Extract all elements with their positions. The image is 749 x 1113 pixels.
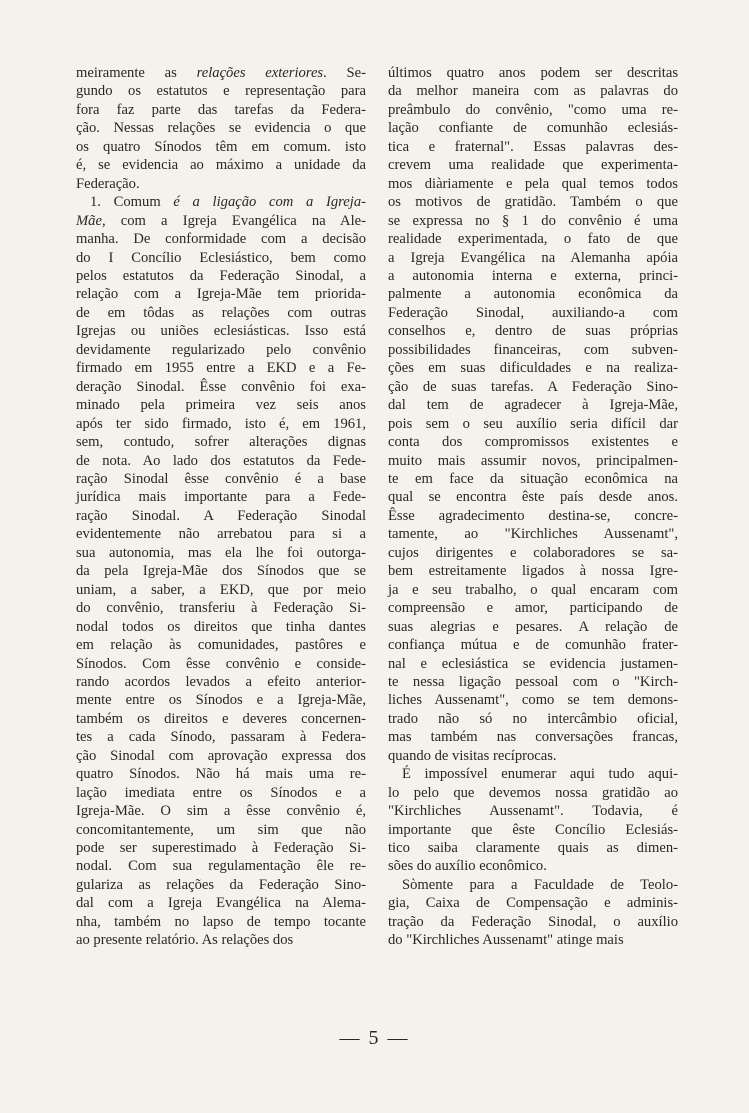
text-run: do "Kirchliches Aussenamt" atinge mais xyxy=(388,932,624,949)
text-run: concomitantemente, um sim que não xyxy=(76,821,366,838)
text-line xyxy=(76,931,366,949)
text-line xyxy=(76,507,366,525)
text-run: ções em suas dificuldades e na realiza- xyxy=(388,360,678,377)
text-line xyxy=(388,64,678,82)
text-line xyxy=(76,119,366,137)
text-run: relação com a Igreja-Mãe tem priorida- xyxy=(76,286,366,303)
paragraph xyxy=(76,64,366,193)
text-line xyxy=(388,193,678,211)
text-run: Federação. xyxy=(76,175,140,192)
text-line xyxy=(76,562,366,580)
text-run: Sínodos. Com êsse convênio e conside- xyxy=(76,655,366,672)
text-line xyxy=(388,562,678,580)
text-run: após ter sido firmado, isto é, em 1961, xyxy=(76,415,366,432)
text-line xyxy=(76,821,366,839)
text-line xyxy=(76,802,366,820)
text-run: meiramente as xyxy=(76,65,197,81)
text-run: dal tem de agradecer à Igreja-Mãe, xyxy=(388,397,678,414)
text-line xyxy=(76,728,366,746)
text-line xyxy=(388,507,678,525)
text-line xyxy=(388,396,678,414)
text-run: Mãe xyxy=(76,212,102,229)
text-line xyxy=(388,230,678,248)
text-run: se expressa no § 1 do convênio é uma xyxy=(388,212,678,229)
text-line xyxy=(388,138,678,156)
text-run: ção. Nessas relações se evidencia o que xyxy=(76,120,366,137)
text-run: ração Sinodal. A Federação Sinodal xyxy=(76,507,366,524)
text-run: do convênio, transferiu à Federação Si- xyxy=(76,600,366,617)
text-line xyxy=(388,673,678,691)
text-run: qual se encontra êste país desde anos. xyxy=(388,489,678,506)
text-run: ção Sinodal com aprovação expressa dos xyxy=(76,747,366,764)
text-run: "Kirchliches Aussenamt". Todavia, é xyxy=(388,803,678,820)
text-run: manha. De conformidade com a decisão xyxy=(76,231,366,248)
left-column xyxy=(76,64,366,950)
text-line xyxy=(76,378,366,396)
text-line xyxy=(76,359,366,377)
text-line xyxy=(76,488,366,506)
text-line xyxy=(388,156,678,174)
text-line xyxy=(388,378,678,396)
paragraph xyxy=(388,876,678,950)
text-run: nha, também no lapso de tempo tocante xyxy=(76,913,366,930)
text-line xyxy=(388,304,678,322)
text-run: ao presente relatório. As relações dos xyxy=(76,932,294,949)
text-run: devidamente regularizado pelo convênio xyxy=(76,341,366,358)
text-run: nodal. Com sua regulamentação êle re- xyxy=(76,858,366,875)
text-line xyxy=(76,525,366,543)
text-line xyxy=(388,101,678,119)
text-run: nal e eclesiástica se evidencia justamen- xyxy=(388,655,678,672)
text-run: mente entre os Sínodos e a Igreja-Mãe, xyxy=(76,692,366,709)
text-run: tes a cada Sínodo, passaram à Federa- xyxy=(76,729,366,746)
text-line xyxy=(76,396,366,414)
text-line xyxy=(388,525,678,543)
text-run: Federação Sinodal, auxiliando-a com xyxy=(388,304,678,321)
text-run: compreensão e amor, participando de xyxy=(388,600,678,617)
text-line xyxy=(388,452,678,470)
text-run: deração Sinodal. Êsse convênio foi exa- xyxy=(76,378,366,395)
text-run: firmado em 1955 entre a EKD e a Fe- xyxy=(76,360,366,377)
text-line xyxy=(388,765,678,783)
text-line xyxy=(76,322,366,340)
text-line xyxy=(76,894,366,912)
text-line xyxy=(76,230,366,248)
text-line xyxy=(388,728,678,746)
text-line xyxy=(76,673,366,691)
text-line xyxy=(76,913,366,931)
text-line xyxy=(76,857,366,875)
text-run: lação confiante de comunhão eclesiás- xyxy=(388,120,678,137)
text-run: lo pelo que devemos nossa gratidão ao xyxy=(388,784,678,801)
text-run: quatro Sínodos. Não há mais uma re- xyxy=(76,766,366,783)
text-run: tamente, ao "Kirchliches Aussenamt", xyxy=(388,526,678,543)
text-line xyxy=(388,802,678,820)
text-run: pode ser superestimado à Federação Si- xyxy=(76,840,366,857)
text-run: ja e seu trabalho, o qual encaram com xyxy=(388,581,678,598)
text-line xyxy=(388,747,678,765)
text-run: da pela Igreja-Mãe dos Sínodos que se xyxy=(76,563,366,580)
text-run: é a ligação com a Igreja- xyxy=(173,194,366,211)
text-line xyxy=(388,839,678,857)
text-run: Igreja-Mãe. O sim a êsse convênio é, xyxy=(76,803,366,820)
text-line xyxy=(76,285,366,303)
text-run: os motivos de gratidão. Também o que xyxy=(388,194,678,211)
text-run: te nessa ligação pessoal com o "Kirch- xyxy=(388,673,678,690)
text-run: a autonomia interna e externa, princi- xyxy=(388,267,678,284)
text-run: de em tôdas as relações com outras xyxy=(76,304,366,321)
text-run: sões do auxílio econômico. xyxy=(388,858,547,875)
text-line xyxy=(76,304,366,322)
paragraph xyxy=(388,64,678,765)
text-line xyxy=(76,691,366,709)
text-run: liches Aussenamt", como se tem demons- xyxy=(388,692,678,709)
text-run: . Se- xyxy=(323,65,366,81)
text-line xyxy=(388,636,678,654)
text-line xyxy=(76,267,366,285)
text-line xyxy=(388,433,678,451)
text-run: tração da Federação Sinodal, o auxílio xyxy=(388,913,678,930)
text-line xyxy=(76,415,366,433)
text-line xyxy=(388,415,678,433)
text-line xyxy=(76,544,366,562)
text-run: gundo os estatutos e representação para xyxy=(76,83,366,100)
text-line xyxy=(76,452,366,470)
text-line xyxy=(388,470,678,488)
text-run: muito mais assumir novos, principalmen- xyxy=(388,452,678,469)
paragraph xyxy=(76,193,366,950)
text-line xyxy=(388,322,678,340)
text-line xyxy=(388,931,678,949)
text-run: dal com a Igreja Evangélica na Alema- xyxy=(76,895,366,912)
text-run: cujos dirigentes e colaboradores se sa- xyxy=(388,544,678,561)
text-line xyxy=(76,82,366,100)
text-run: realidade experimentada, o fato de que xyxy=(388,231,678,248)
text-run: uniam, a saber, a EKD, que por meio xyxy=(76,581,366,598)
text-line xyxy=(76,341,366,359)
text-line xyxy=(76,747,366,765)
text-line xyxy=(76,138,366,156)
text-run: pelos estatutos da Federação Sinodal, a xyxy=(76,267,366,284)
text-line xyxy=(76,581,366,599)
text-run: gia, Caixa de Compensação e adminis- xyxy=(388,895,678,912)
text-line xyxy=(388,285,678,303)
text-run: sua autonomia, mas ela lhe foi outorga- xyxy=(76,544,366,561)
right-column xyxy=(388,64,678,950)
text-line xyxy=(76,101,366,119)
text-run: sem, contudo, sofrer alterações dignas xyxy=(76,434,366,451)
text-line xyxy=(388,175,678,193)
text-run: crevem uma realidade que experimenta- xyxy=(388,157,678,174)
text-line xyxy=(76,655,366,673)
text-line xyxy=(76,839,366,857)
text-run: lação imediata entre os Sínodos e a xyxy=(76,784,366,801)
text-line xyxy=(388,212,678,230)
text-run: quando de visitas recíprocas. xyxy=(388,747,557,764)
text-line xyxy=(388,82,678,100)
text-line xyxy=(76,618,366,636)
text-run: ção de suas tarefas. A Federação Sino- xyxy=(388,378,678,395)
text-line xyxy=(388,341,678,359)
text-line xyxy=(388,876,678,894)
text-run: bem estreitamente ligados à nossa Igre- xyxy=(388,563,678,580)
text-line xyxy=(76,249,366,267)
text-line xyxy=(388,267,678,285)
text-run: relações exteriores xyxy=(196,65,324,81)
text-run: suas alegrias e pesares. A relação de xyxy=(388,618,678,635)
text-run: mos diàriamente e pela qual temos todos xyxy=(388,175,678,192)
text-line xyxy=(76,433,366,451)
text-line xyxy=(388,488,678,506)
text-run: , com a Igreja Evangélica na Ale- xyxy=(101,212,366,229)
text-run: conselhos e, dentro de suas próprias xyxy=(388,323,678,340)
text-line xyxy=(76,599,366,617)
paragraph xyxy=(388,765,678,876)
text-run: 1. Comum xyxy=(90,194,174,211)
text-line xyxy=(388,359,678,377)
text-run: a Igreja Evangélica na Alemanha apóia xyxy=(388,249,678,266)
text-run: minado pela primeira vez seis anos xyxy=(76,397,366,414)
text-run: conta dos compromissos existentes e xyxy=(388,434,678,451)
text-line xyxy=(76,193,366,211)
text-line xyxy=(388,655,678,673)
text-run: preâmbulo do convênio, "como uma re- xyxy=(388,101,678,118)
text-run: fora faz parte das tarefas da Federa- xyxy=(76,101,366,118)
text-run: os quatro Sínodos têm em comum. isto xyxy=(76,138,366,155)
text-line xyxy=(388,913,678,931)
text-run: gulariza as relações da Federação Sino- xyxy=(76,876,366,893)
text-line xyxy=(388,544,678,562)
text-line xyxy=(76,175,366,193)
text-run: te em face da situação econômica na xyxy=(388,470,678,487)
text-line xyxy=(76,156,366,174)
text-run: é, se evidencia ao máximo a unidade da xyxy=(76,157,366,174)
text-run: tico saiba claramente quais as dimen- xyxy=(388,840,678,857)
text-run: em relação às comunidades, pastôres e xyxy=(76,637,366,654)
text-line xyxy=(388,784,678,802)
text-run: Igrejas ou uniões eclesiásticas. Isso está xyxy=(76,323,366,340)
text-run: É impossível enumerar aqui tudo aqui- xyxy=(402,766,678,783)
page-number: — 5 — xyxy=(339,1027,410,1049)
text-run: tica e fraternal". Essas palavras des- xyxy=(388,138,678,155)
text-line xyxy=(76,710,366,728)
text-run: ração Sinodal êsse convênio é a base xyxy=(76,470,366,487)
text-run: palmente a autonomia econômica da xyxy=(388,286,678,303)
text-run: também os direitos e deveres concernen- xyxy=(76,710,366,727)
text-line xyxy=(388,710,678,728)
text-run: da melhor maneira com as palavras do xyxy=(388,83,678,100)
text-run: nodal todos os direitos que tinha dantes xyxy=(76,618,366,635)
text-run: possibilidades financeiras, com subven- xyxy=(388,341,678,358)
text-run: Sòmente para a Faculdade de Teolo- xyxy=(402,876,678,893)
text-line xyxy=(388,821,678,839)
text-line xyxy=(76,765,366,783)
text-line xyxy=(388,618,678,636)
text-run: rando acordos levados a efeito anterior- xyxy=(76,673,366,690)
text-run: do I Concílio Eclesiástico, bem como xyxy=(76,249,366,266)
text-run: mas também nas conversações francas, xyxy=(388,729,678,746)
text-line xyxy=(76,64,366,82)
text-line xyxy=(76,636,366,654)
text-line xyxy=(388,249,678,267)
text-run: de nota. Ao lado dos estatutos da Fede- xyxy=(76,452,366,469)
text-run: jurídica mais importante para a Fede- xyxy=(76,489,366,506)
text-line xyxy=(388,599,678,617)
text-line xyxy=(388,119,678,137)
text-run: pois sem o seu auxílio seria difícil dar xyxy=(388,415,678,432)
text-line xyxy=(76,876,366,894)
text-run: últimos quatro anos podem ser descritas xyxy=(388,65,678,81)
text-run: evidentemente não arrebatou para si a xyxy=(76,526,366,543)
text-run: Êsse agradecimento destina-se, concre- xyxy=(388,507,678,524)
text-line xyxy=(76,470,366,488)
text-run: trado não só no intercâmbio oficial, xyxy=(388,710,678,727)
text-run: confiança mútua e de comunhão frater- xyxy=(388,637,678,654)
text-line xyxy=(388,857,678,875)
text-run: importante que êste Concílio Eclesiás- xyxy=(388,821,678,838)
text-line xyxy=(76,212,366,230)
text-line xyxy=(388,691,678,709)
text-line xyxy=(76,784,366,802)
text-line xyxy=(388,581,678,599)
text-line xyxy=(388,894,678,912)
